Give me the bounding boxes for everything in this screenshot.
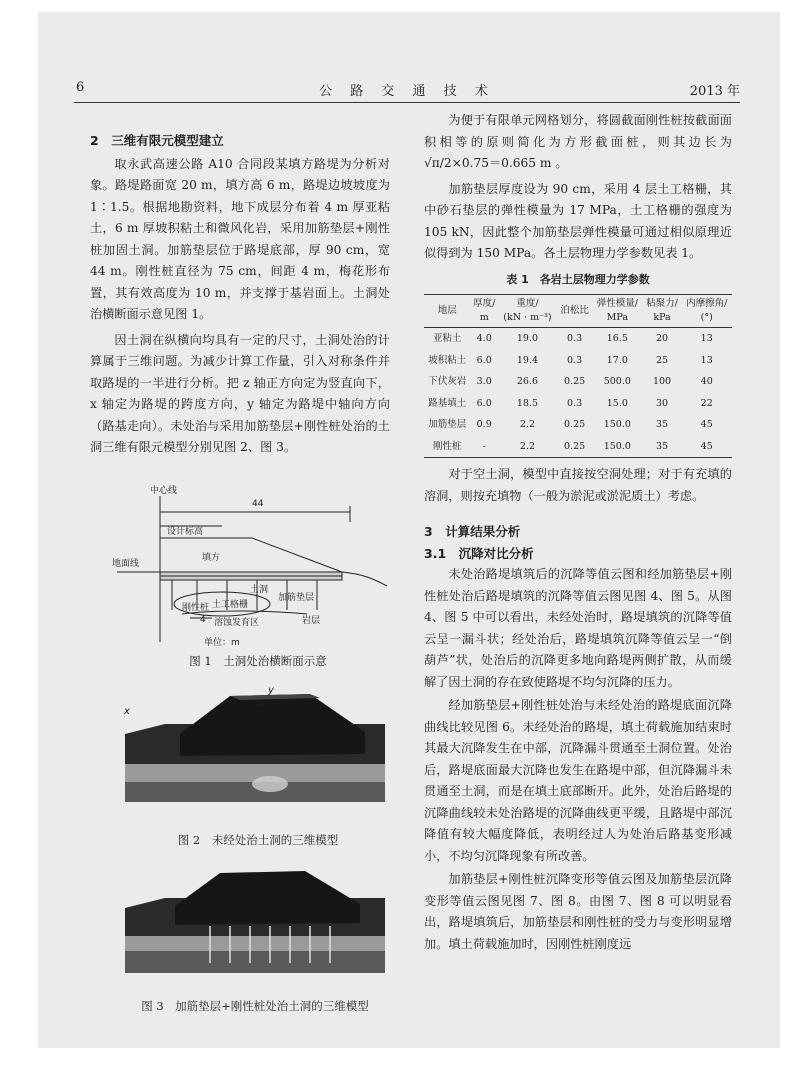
- table-cell: 35: [655, 440, 669, 452]
- table-cell: 路基填土: [428, 397, 467, 409]
- table-cell: 亚粘土: [433, 333, 462, 344]
- page-number: 6: [76, 80, 85, 95]
- table-header-cell: 弹性模量/ MPa: [596, 298, 638, 323]
- table-header-cell: 内摩擦角/ (°): [686, 298, 728, 323]
- axis-z-label: z: [256, 698, 262, 709]
- dissolution-zone-label: 溶蚀发育区: [214, 618, 260, 628]
- table-cell: 0.3: [567, 397, 583, 409]
- centerline-label: 中心线: [150, 486, 178, 496]
- pile-label: 刚性桩: [182, 603, 210, 613]
- paragraph: 经加筋垫层+刚性桩处治与未经处治的路堤底面沉降曲线比较见图 6。未经处治的路堤，填土荷载施加结束时其最大沉降发生在中部，沉降漏斗贯通至土洞位置。处治后，路堤底面最大沉降也发生在路堤中部，但沉降漏斗未贯通至土洞，而是在填土底部断开。此外，处治后路堤的沉降曲线较未处治路堤的沉降曲线更平缓，且路堤中部沉降值有较大幅度降低，表明经过人为处治后路基变形减小，不均匀沉降现象有所改善。: [424, 698, 732, 863]
- table-cell: 500.0: [603, 376, 631, 387]
- table-cell: 150.0: [603, 440, 631, 452]
- left-column: [90, 130, 390, 459]
- section-3-1-title: 3.1 沉降对比分析: [424, 545, 534, 561]
- table-cell: -: [482, 440, 486, 452]
- ground-line-label: 地面线: [112, 559, 140, 569]
- paragraph: 加筋垫层厚度设为 90 cm，采用 4 层土工格栅，其中砂石垫层的弹性模量为 17 MPa，土工格栅的强度为 105 kN，因此整个加筋垫层弹性模量可通过相似原理近似得到为 150 MPa。各土层物理力学参数见表 1。: [424, 181, 732, 260]
- figure-3-caption: 图 3 加筋垫层+刚性桩处治土洞的三维模型: [141, 999, 369, 1013]
- table-cell: 15.0: [606, 397, 628, 409]
- table-row: [424, 414, 732, 436]
- section-2-title: 2 三维有限元模型建立: [90, 133, 224, 148]
- table-cell: 6.0: [476, 354, 492, 366]
- figure-1-caption: 图 1 土洞处治横断面示意: [189, 654, 327, 668]
- running-header: [74, 80, 740, 103]
- paragraph: 对于空土洞，模型中直接按空洞处理；对于有充填的溶洞，则按充填物（一般为淤泥或淤泥质土）考虑。: [424, 467, 732, 503]
- axis-y-label: y: [268, 685, 274, 696]
- table-cell: 22: [700, 397, 713, 409]
- table-cell: 0.25: [564, 440, 586, 452]
- table-cell: 下伏灰岩: [428, 376, 467, 387]
- table-cell: 26.6: [516, 376, 539, 387]
- dimension-label: 44: [252, 499, 264, 509]
- figure-1-cross-section: [112, 482, 412, 652]
- table-row: [424, 328, 732, 350]
- paragraph: 为便于有限单元网格划分，将圆截面刚性桩按截面面积相等的原则简化为方形截面桩，则其边长为√π/2×0.75＝0.665 m 。: [424, 113, 732, 170]
- table-cell: 3.0: [476, 376, 492, 387]
- table-cell: 150.0: [603, 419, 631, 430]
- table-cell: 25: [655, 354, 669, 366]
- year: 2013 年: [689, 84, 740, 99]
- table-cell: 18.5: [516, 397, 539, 409]
- table-cell: 30: [655, 397, 669, 409]
- table-cell: 16.5: [606, 333, 628, 344]
- table-cell: 4.0: [476, 333, 492, 344]
- table-cell: 45: [700, 419, 713, 430]
- soil-cave-label: 土洞: [250, 585, 269, 595]
- table-cell: 20: [655, 333, 669, 344]
- table-cell: 2.2: [519, 440, 536, 452]
- table-cell: 0.25: [564, 419, 586, 430]
- table-row: [424, 436, 732, 458]
- paragraph: 因土洞在纵横向均具有一定的尺寸，土洞处治的计算属于三维问题。为减少计算工作量，引入对称条件并取路堤的一半进行分析。把 z 轴正方向定为竖直向下，x 轴定为路堤的跨度方向，y 轴定为路堤中轴向方向（路基走向）。未处治与采用加筋垫层+刚性桩处治的土洞三维有限元模型分别见图 2、图 3。: [90, 332, 390, 454]
- table-cell: 0.25: [564, 376, 586, 387]
- section-3-title: 3 计算结果分析: [424, 524, 521, 539]
- design-elevation-label: 设计标高: [167, 527, 204, 537]
- table-cell: 19.0: [516, 333, 539, 344]
- table-cell: 0.3: [567, 333, 583, 344]
- table-header-cell: 地层: [437, 305, 457, 316]
- table-cell: 35: [655, 419, 669, 430]
- rock-label: 岩层: [302, 616, 321, 626]
- table-cell: 100: [652, 376, 672, 387]
- table-cell: 2.2: [519, 419, 536, 430]
- table-cell: 17.0: [606, 354, 628, 366]
- table-cell: 13: [700, 354, 713, 366]
- table-cell: 坡积粘土: [428, 354, 467, 366]
- formula: √π/2×0.75＝0.665 m 。: [424, 156, 568, 170]
- fill-label: 填方: [202, 553, 221, 563]
- right-column-top: [424, 110, 732, 955]
- figure-2-caption: 图 2 未经处治土洞的三维模型: [177, 833, 339, 847]
- table-cell: 加筋垫层: [428, 419, 467, 430]
- figure-3-3d-model: [120, 868, 390, 988]
- axis-x-label: x: [124, 706, 130, 717]
- table-header-cell: 厚度/ m: [473, 298, 496, 323]
- table-cell: 0.3: [567, 354, 583, 366]
- table-row: [424, 350, 732, 372]
- geogrid-label: 土工格栅: [212, 600, 249, 610]
- table-header-cell: 重度/ (kN · m⁻³): [503, 298, 552, 323]
- paragraph: 加筋垫层+刚性桩沉降变形等值云图及加筋垫层沉降变形等值云图见图 7、图 8。由图 7、图 8 可以明显看出，路堤填筑后，加筋垫层和刚性桩的受力与变形明显增加。填土荷载施加时，因刚性桩刚度远: [424, 872, 732, 951]
- table-cell: 刚性桩: [433, 440, 462, 452]
- table-1: [424, 294, 732, 458]
- table-header-cell: 泊松比: [560, 305, 589, 316]
- paragraph: 取永武高速公路 A10 合同段某填方路堤为分析对象。路堤路面宽 20 m，填方高 6 m，路堤边坡坡度为 1∶1.5。根据地勘资料，地下成层分布着 4 m 厚亚粘土，6 m 厚坡积粘土和微风化岩，采用加筋垫层+刚性桩加固土洞。加筋垫层位于路堤底部，厚 90 cm，宽 44 m。刚性桩直径为 75 cm，间距 4 m，梅花形布置，其有效高度为 10 m，并支撑于基岩面上。土洞处治横断面示意见图 1。: [90, 156, 390, 321]
- table-cell: 40: [700, 376, 713, 387]
- table-cell: 0.9: [476, 419, 492, 430]
- table-row: [424, 371, 732, 393]
- table-cell: 13: [700, 333, 713, 344]
- figure-2-3d-model: [120, 684, 390, 824]
- journal-title: 公 路 交 通 技 术: [319, 84, 495, 99]
- table-cell: 45: [700, 440, 713, 452]
- table-row: [424, 393, 732, 415]
- table-header-cell: 粘聚力/ kPa: [646, 298, 678, 323]
- cushion-label: 加筋垫层: [278, 593, 315, 603]
- table-cell: 19.4: [516, 354, 539, 366]
- paragraph: 未处治路堤填筑后的沉降等值云图和经加筋垫层+刚性桩处治后路堤填筑的沉降等值云图见图 4、图 5。从图 4、图 5 中可以看出，未经处治时，路堤填筑的沉降等值云呈一漏斗状；经处治后，路堤填筑沉降等值云呈一“倒葫芦”状，处治后的沉降更多地向路堤两侧扩散，从而缓解了因土洞的存在致使路堤不均匀沉降的压力。: [424, 567, 732, 689]
- table-1-caption: 表 1 各岩土层物理力学参数: [506, 272, 650, 286]
- units-label: 单位：m: [204, 638, 240, 648]
- spacing-label: 4: [200, 615, 206, 625]
- table-cell: 6.0: [476, 397, 492, 409]
